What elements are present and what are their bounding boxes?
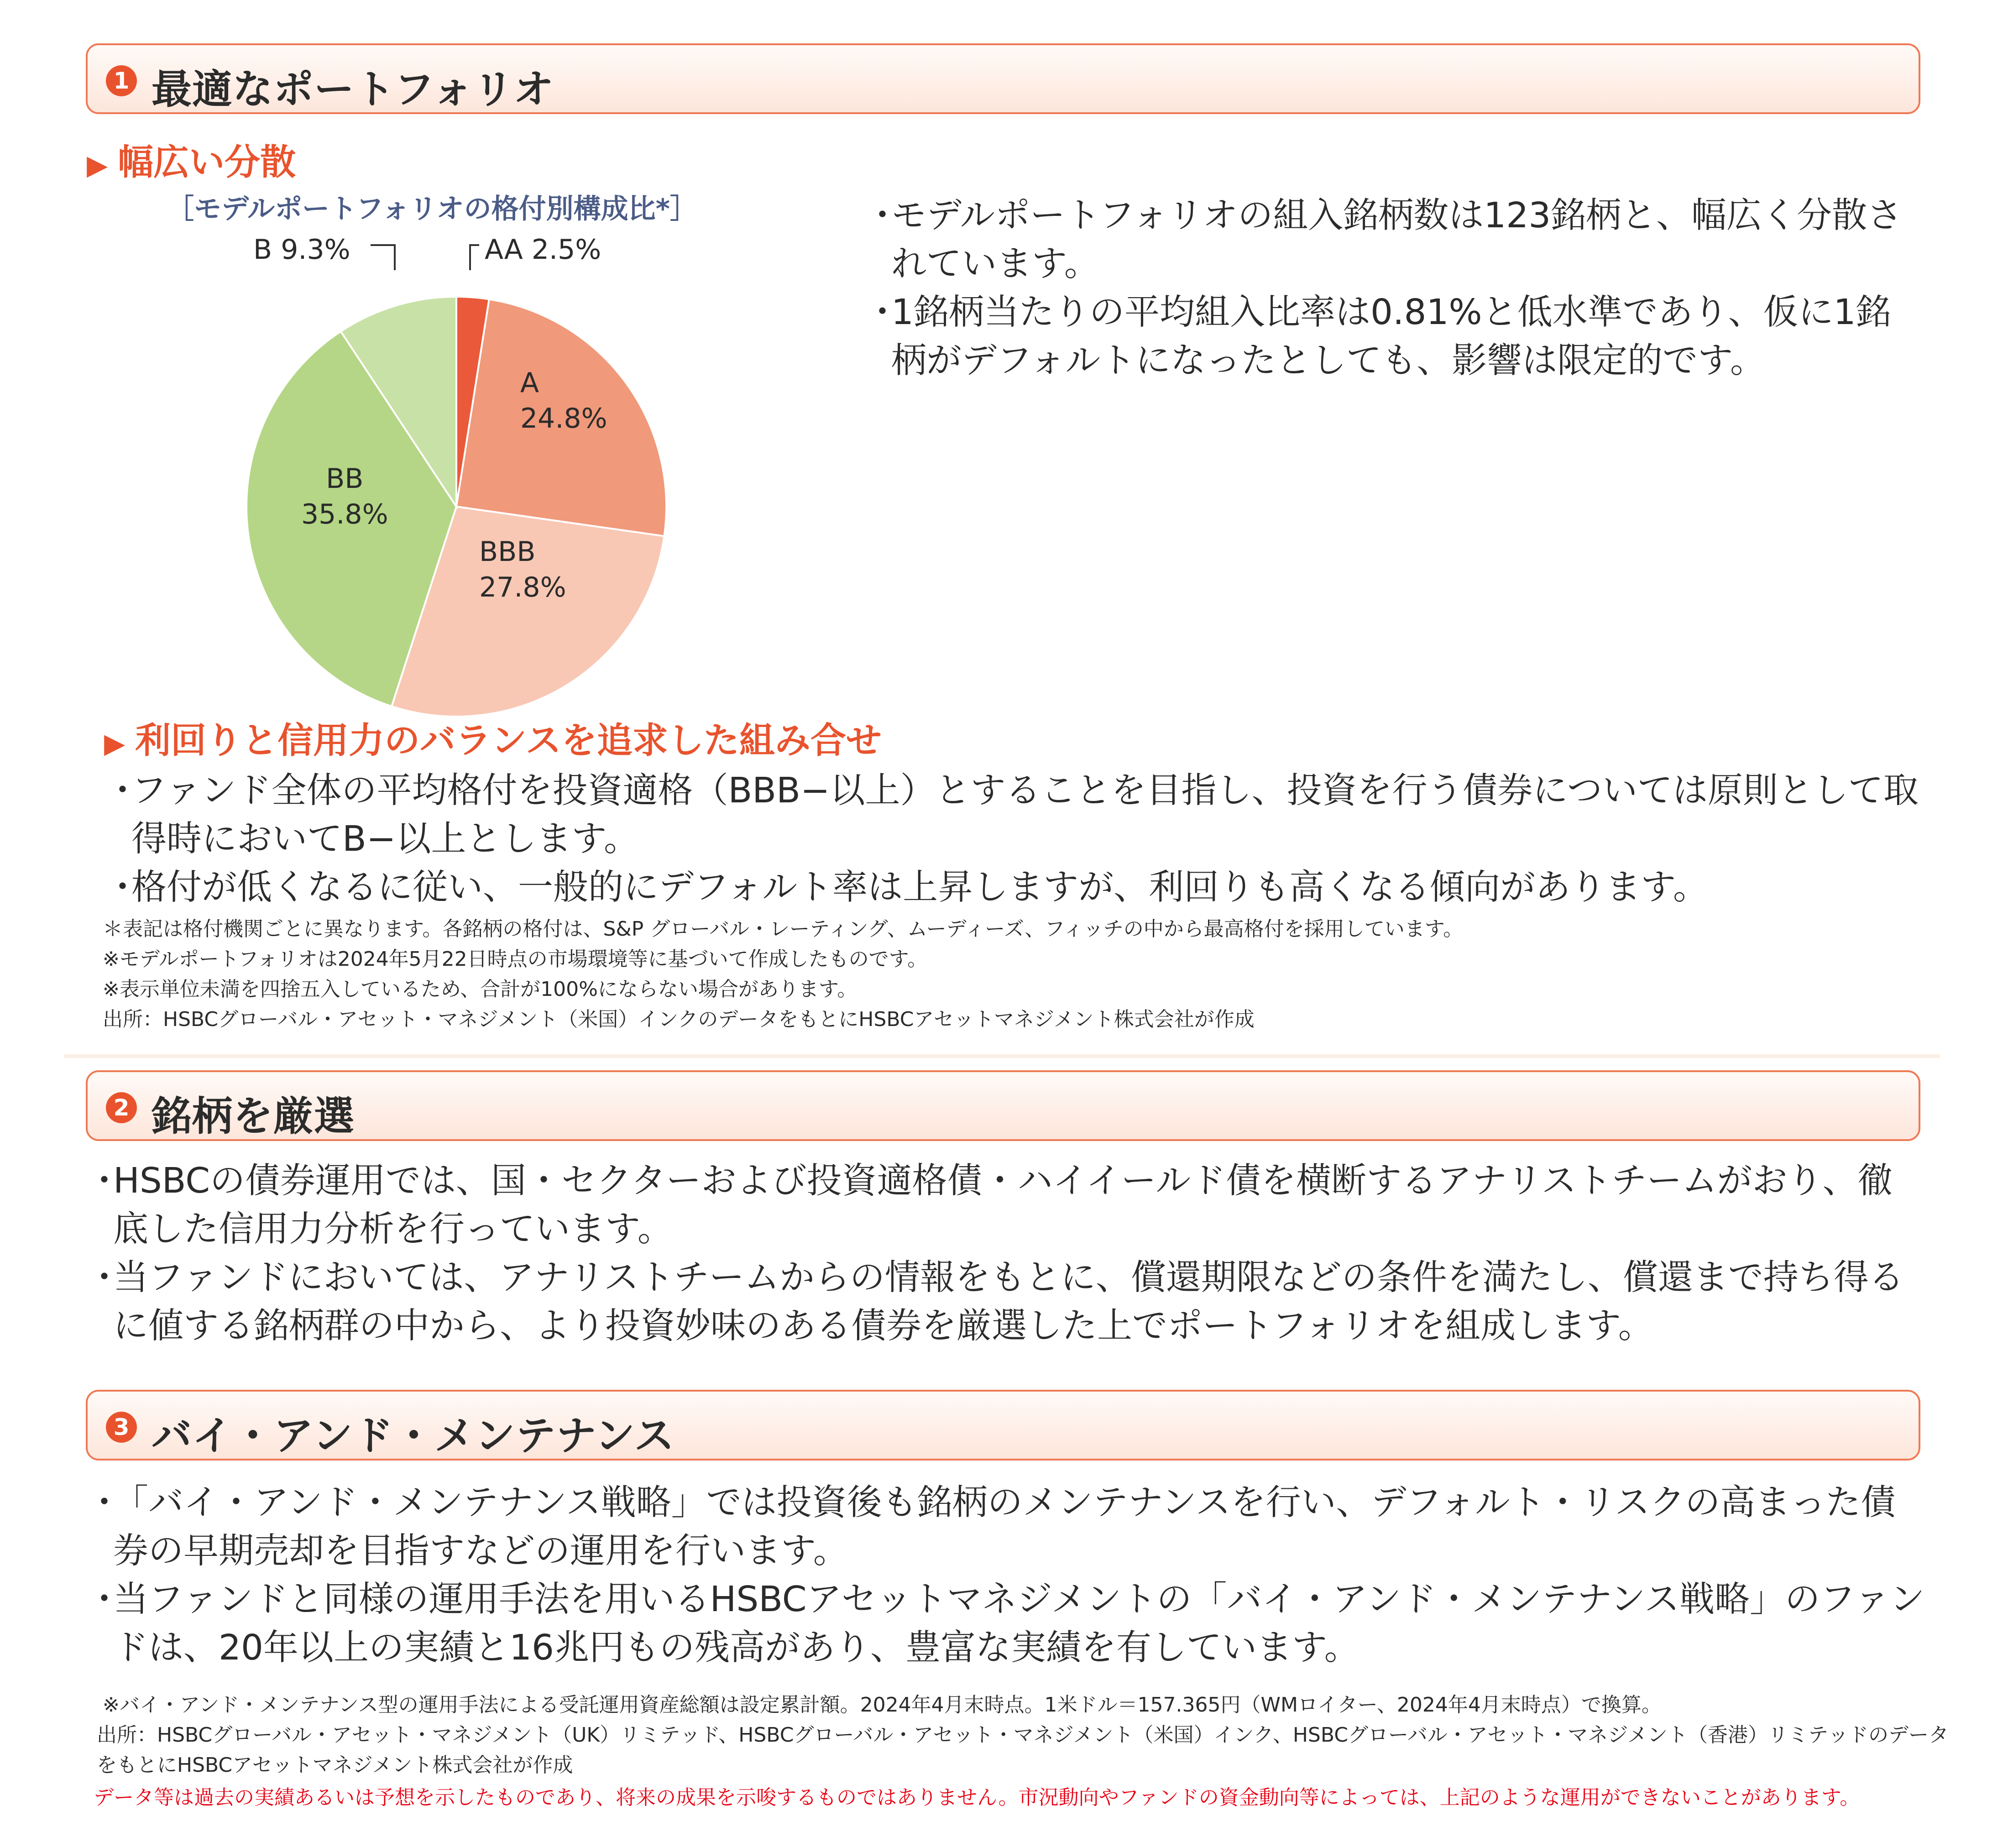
leader-line-aa (470, 245, 479, 270)
source-line: 出所：HSBCグローバル・アセット・マネジメント（米国）インクのデータをもとにHSBCアセットマネジメント株式会社が作成 (103, 1008, 1255, 1031)
leader-line-b (371, 245, 395, 270)
source-line: をもとにHSBCアセットマネジメント株式会社が作成 (97, 1754, 573, 1777)
section2-header (86, 1070, 1920, 1141)
section-number-badge: 3 (106, 1412, 137, 1443)
section-title: 最適なポートフォリオ (152, 66, 554, 113)
note-line: ＊表記は格付機関ごとに異なります。各銘柄の格付は、S&P グローバル・レーティング、ムーディーズ、フィッチの中から最高格付を採用しています。 (103, 917, 1464, 941)
slice-label-bbb-name: BBB (479, 536, 536, 568)
list-item: ・ ファンド全体の平均格付を投資適格（BBB−以上）とすることを目指し、投資を行う債券については原則として取得時においてB−以上とします。 (105, 767, 1926, 864)
list-item: ・ HSBCの債券運用では、国・セクターおよび投資適格債・ハイイールド債を横断するアナリストチームがおり、徹底した信用力分析を行っています。 (87, 1157, 1926, 1254)
subheading-balance (104, 712, 882, 763)
slice-label-aa-value: 2.5% (531, 234, 601, 266)
note-line: ※バイ・アンド・メンテナンス型の運用手法による受託運用資産総額は設定累計額。2024年4月末時点。1米ドル＝157.365円（WMロイター、2024年4月末時点）で換算。 (103, 1693, 1662, 1717)
slice-label-a-name: A (520, 367, 539, 399)
note-line: ※表示単位未満を四捨五入しているため、合計が100%にならない場合があります。 (103, 978, 858, 1001)
slice-label-bbb (479, 534, 566, 605)
section-title: バイ・アンド・メンテナンス (152, 1412, 675, 1459)
divider (64, 1054, 1940, 1058)
slice-label-bb-name: BB (326, 463, 364, 495)
section3-header (86, 1390, 1920, 1461)
slice-label-aa-name: AA (485, 234, 523, 266)
selection-bullets (87, 1157, 1926, 1351)
list-item: ・ 「バイ・アンド・メンテナンス戦略」では投資後も銘柄のメンテナンスを行い、デフォルト・リスクの高まった債券の早期売却を目指すなどの運用を行います。 (87, 1479, 1926, 1576)
slice-label-b-value: 9.3% (281, 234, 350, 266)
subheading-text: 利回りと信用力のバランスを追求した組み合せ (135, 720, 882, 761)
buy-maintain-bullets (87, 1479, 1926, 1672)
list-item: ・ 当ファンドと同様の運用手法を用いるHSBCアセットマネジメントの「バイ・アンド・メンテナンス戦略」のファンドは、20年以上の実績と16兆円もの残高があり、豊富な実績を有しています。 (87, 1576, 1926, 1672)
triangle-icon: ▶ (87, 149, 108, 181)
slice-label-aa (485, 232, 601, 267)
list-item: ・ 当ファンドにおいては、アナリストチームからの情報をもとに、償還期限などの条件を満たし、償還まで持ち得るに値する銘柄群の中から、より投資妙味のある債券を厳選した上でポートフォリオを組成します。 (87, 1254, 1926, 1351)
disclaimer: データ等は過去の実績あるいは予想を示したものであり、将来の成果を示唆するものではありません。市況動向やファンドの資金動向等によっては、上記のような運用ができないことがあります。 (94, 1786, 1860, 1809)
slice-label-bbb-value: 27.8% (479, 571, 566, 603)
slice-label-a-value: 24.8% (520, 403, 607, 435)
diversification-bullets (865, 192, 1924, 385)
slice-label-a (520, 365, 607, 436)
slice-label-bb (301, 461, 388, 532)
list-item: ・ モデルポートフォリオの組入銘柄数は123銘柄と、幅広く分散されています。 (865, 192, 1924, 288)
section-title: 銘柄を厳選 (152, 1093, 355, 1140)
list-item: ・ 格付が低くなるに従い、一般的にデフォルト率は上昇しますが、利回りも高くなる傾向があります。 (105, 864, 1926, 912)
balance-bullets (105, 767, 1926, 912)
section-number-badge: 1 (106, 65, 137, 96)
list-item: ・ 1銘柄当たりの平均組入比率は0.81%と低水準であり、仮に1銘柄がデフォルトになったとしても、影響は限定的です。 (865, 288, 1924, 385)
triangle-icon: ▶ (104, 728, 126, 759)
slice-label-b-name: B (253, 234, 272, 266)
section-number-badge: 2 (106, 1092, 137, 1123)
source-line: 出所：HSBCグローバル・アセット・マネジメント（UK）リミテッド、HSBCグローバル・アセット・マネジメント（米国）インク、HSBCグローバル・アセット・マネジメント（香港）リミテッドのデータ (97, 1723, 1949, 1747)
chart-title: ［モデルポートフォリオの格付別構成比*］ (167, 193, 697, 225)
slice-label-b (253, 232, 350, 267)
subheading-text: 幅広い分散 (118, 142, 296, 183)
slice-label-bb-value: 35.8% (301, 498, 388, 530)
note-line: ※モデルポートフォリオは2024年5月22日時点の市場環境等に基づいて作成したものです。 (103, 948, 928, 971)
